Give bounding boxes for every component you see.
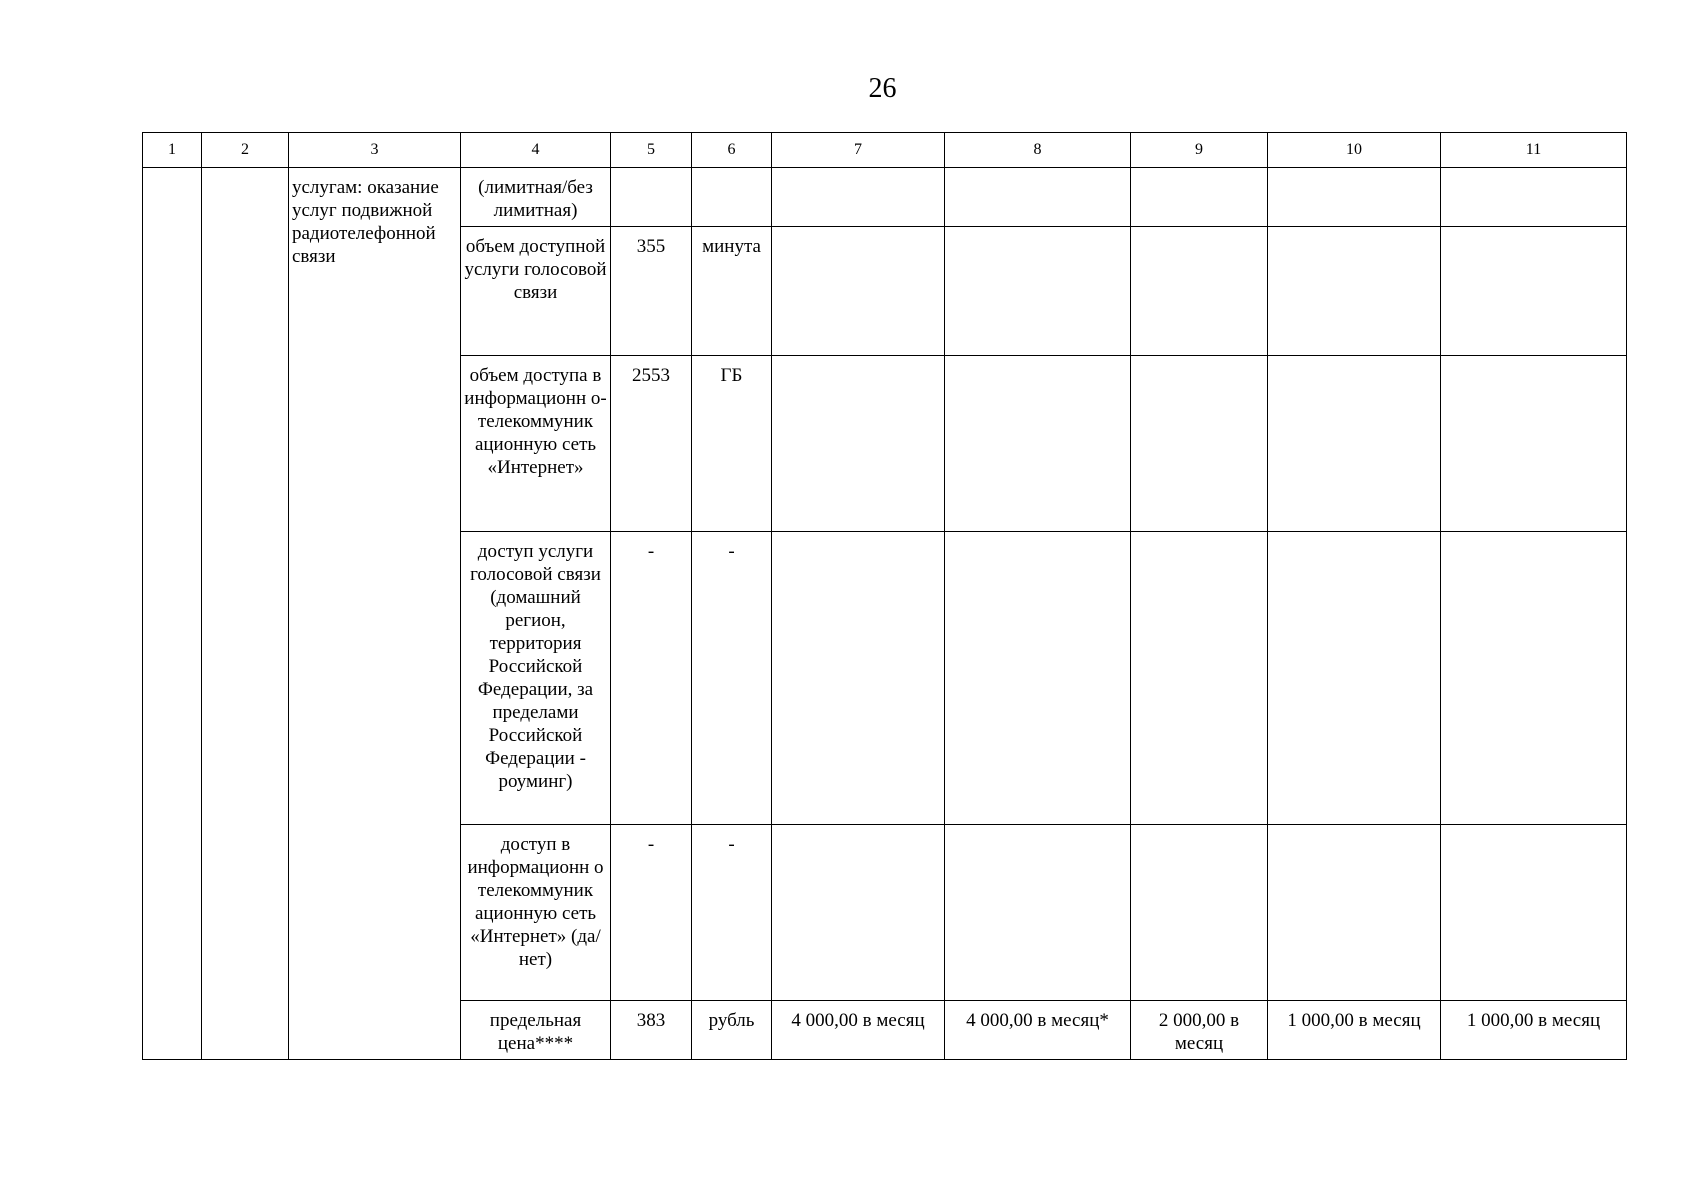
unit-text [692, 168, 771, 180]
value-text [772, 532, 944, 544]
value-cell-8 [945, 825, 1131, 1001]
header-cell: 11 [1441, 133, 1627, 168]
value-cell-9 [1131, 168, 1268, 227]
characteristic-text: (лимитная/без лимитная) [478, 177, 593, 221]
characteristic-cell [461, 168, 611, 227]
characteristic-text: объем доступа в информационн о-телекоммуник ационную сеть «Интернет» [464, 365, 607, 478]
value-text: 1 000,00 в месяц [1287, 1010, 1421, 1031]
characteristic-cell [461, 1001, 611, 1060]
value-cell-10 [1268, 1001, 1441, 1060]
value-cell-9 [1131, 1001, 1268, 1060]
value-text [1131, 356, 1267, 368]
code-text: 383 [636, 1010, 666, 1031]
value-cell-9 [1131, 227, 1268, 356]
characteristics-table [142, 132, 1627, 1060]
value-text [1131, 532, 1267, 544]
unit-text: ГБ [720, 365, 743, 386]
header-cell: 1 [143, 133, 202, 168]
value-text [772, 356, 944, 368]
code-text [611, 168, 691, 180]
unit-cell [692, 227, 772, 356]
value-cell-7 [772, 825, 945, 1001]
header-cell: 7 [772, 133, 945, 168]
table-header-row [143, 133, 1627, 168]
unit-cell [692, 1001, 772, 1060]
value-text [1131, 227, 1267, 239]
value-text [1441, 227, 1626, 239]
value-text [1268, 356, 1440, 368]
value-cell-7 [772, 168, 945, 227]
characteristic-text: объем доступной услуги голосовой связи [464, 236, 607, 303]
unit-cell [692, 532, 772, 825]
unit-text: - [728, 541, 735, 562]
value-cell-9 [1131, 532, 1268, 825]
value-cell-8 [945, 168, 1131, 227]
value-text [1131, 825, 1267, 837]
code-cell [611, 825, 692, 1001]
code-cell [611, 227, 692, 356]
value-text [1441, 532, 1626, 544]
characteristic-cell [461, 356, 611, 532]
value-text [1268, 168, 1440, 180]
value-cell-11 [1441, 227, 1627, 356]
cell-col2 [202, 168, 289, 1060]
value-text [772, 168, 944, 180]
table-row [143, 168, 1627, 227]
value-cell-9 [1131, 356, 1268, 532]
unit-text: - [728, 834, 735, 855]
value-cell-11 [1441, 1001, 1627, 1060]
page-number: 26 [868, 73, 897, 104]
characteristic-text: доступ услуги голосовой связи (домашний регион, территория Российской Федерации, за пределами Российской Федерации - роуминг) [470, 541, 601, 792]
header-cell: 6 [692, 133, 772, 168]
unit-cell [692, 356, 772, 532]
value-cell-8 [945, 1001, 1131, 1060]
value-text [1441, 168, 1626, 180]
value-cell-10 [1268, 532, 1441, 825]
code-text: - [647, 541, 655, 562]
header-cell: 5 [611, 133, 692, 168]
value-text: 4 000,00 в месяц* [966, 1010, 1109, 1031]
value-text [945, 356, 1130, 368]
value-cell-10 [1268, 356, 1441, 532]
code-cell [611, 356, 692, 532]
code-cell [611, 1001, 692, 1060]
value-text: 2 000,00 в месяц [1158, 1010, 1240, 1054]
value-text [1131, 168, 1267, 180]
value-text [1268, 825, 1440, 837]
header-cell: 4 [461, 133, 611, 168]
code-text: 355 [636, 236, 666, 257]
value-cell-8 [945, 532, 1131, 825]
value-text: 4 000,00 в месяц [791, 1010, 925, 1031]
service-description-cell [289, 168, 461, 1060]
value-cell-11 [1441, 356, 1627, 532]
characteristic-cell [461, 227, 611, 356]
value-cell-9 [1131, 825, 1268, 1001]
code-cell [611, 532, 692, 825]
unit-text: минута [702, 236, 761, 257]
value-text [772, 227, 944, 239]
cell-col1 [143, 168, 202, 1060]
value-text [1441, 356, 1626, 368]
value-cell-10 [1268, 168, 1441, 227]
characteristic-text: доступ в информационн о телекоммуник ационную сеть «Интернет» (да/нет) [467, 834, 604, 970]
code-text: - [647, 834, 655, 855]
value-text [945, 168, 1130, 180]
code-cell [611, 168, 692, 227]
characteristic-cell [461, 825, 611, 1001]
value-cell-10 [1268, 227, 1441, 356]
unit-cell [692, 825, 772, 1001]
value-cell-7 [772, 532, 945, 825]
value-text: 1 000,00 в месяц [1466, 1010, 1601, 1031]
header-cell: 8 [945, 133, 1131, 168]
header-cell: 9 [1131, 133, 1268, 168]
unit-cell [692, 168, 772, 227]
service-description: услугам: оказание услуг подвижной радиотелефонной связи [292, 177, 439, 267]
value-cell-7 [772, 227, 945, 356]
value-cell-7 [772, 1001, 945, 1060]
value-text [1441, 825, 1626, 837]
value-cell-7 [772, 356, 945, 532]
value-cell-8 [945, 227, 1131, 356]
characteristic-text: предельная цена**** [489, 1010, 582, 1054]
value-cell-11 [1441, 168, 1627, 227]
value-cell-11 [1441, 532, 1627, 825]
header-cell: 10 [1268, 133, 1441, 168]
value-text [1268, 227, 1440, 239]
header-cell: 2 [202, 133, 289, 168]
unit-text: рубль [708, 1010, 755, 1031]
value-cell-8 [945, 356, 1131, 532]
value-text [945, 532, 1130, 544]
value-text [772, 825, 944, 837]
value-cell-11 [1441, 825, 1627, 1001]
value-text [1268, 532, 1440, 544]
value-text [945, 227, 1130, 239]
value-text [945, 825, 1130, 837]
header-cell: 3 [289, 133, 461, 168]
value-cell-10 [1268, 825, 1441, 1001]
characteristic-cell [461, 532, 611, 825]
code-text: 2553 [632, 365, 670, 386]
